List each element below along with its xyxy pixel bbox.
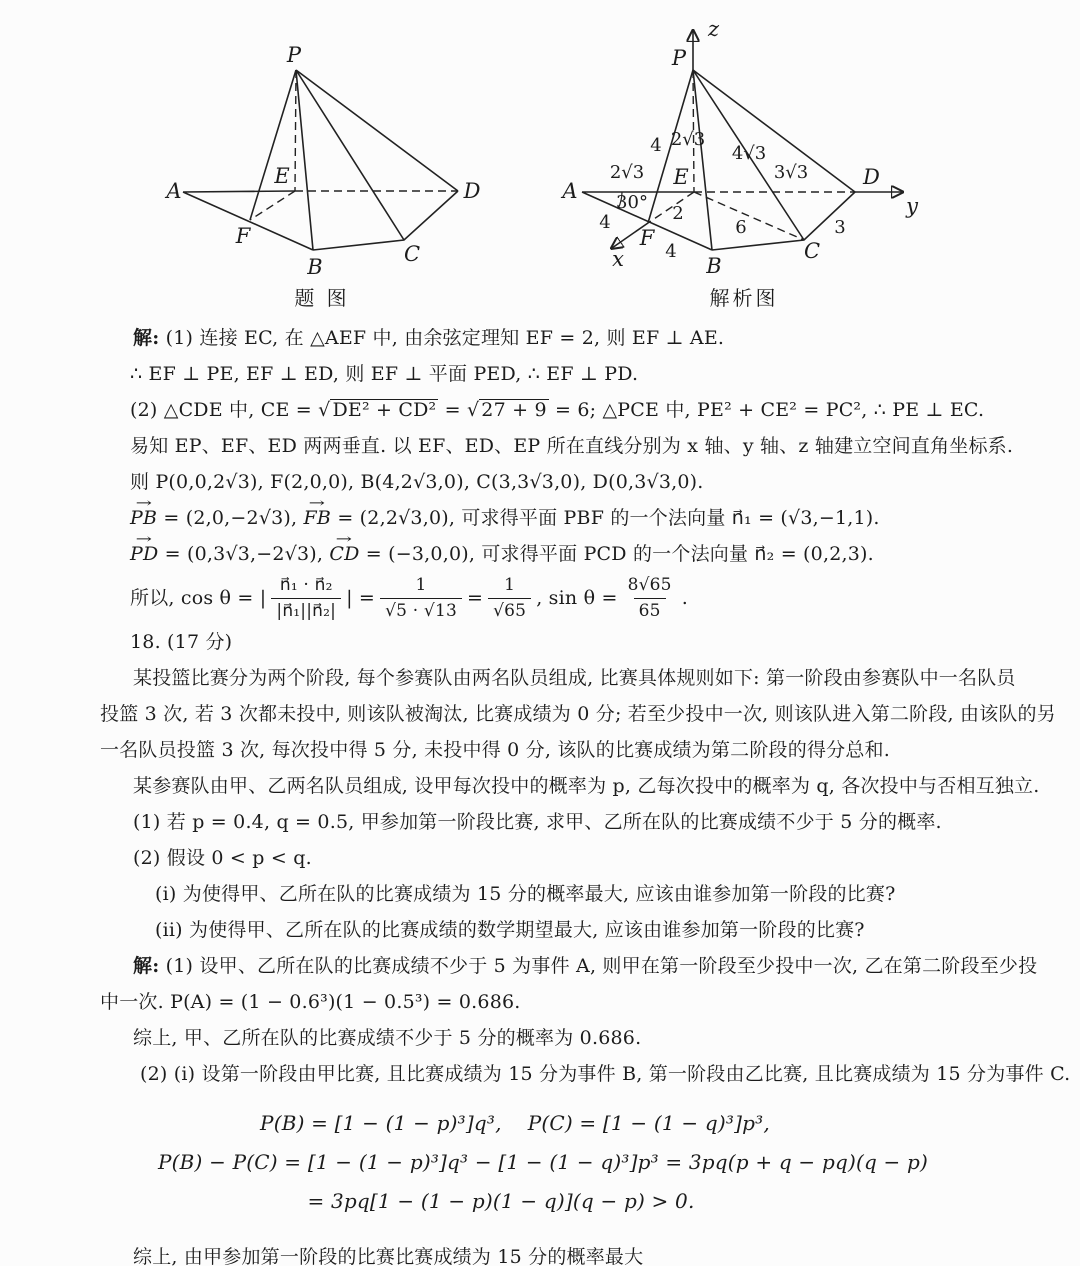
fig2-label-F: F — [639, 226, 655, 250]
fig2-angle-A: 30° — [616, 192, 648, 213]
solution17-line4: 易知 EP、EF、ED 两两垂直. 以 EF、ED、EP 所在直线分别为 x 轴、y 轴、z 轴建立空间直角坐标系. — [130, 435, 1014, 457]
fig2-caption: 解析图 — [709, 286, 779, 310]
equation-PB-PC — [72, 1104, 958, 1143]
line6-seg1: = (2,0,−2√3), — [157, 507, 304, 529]
problem18-para1-line2: 投篮 3 次, 若 3 次都未投中, 则该队被淘汰, 比赛成绩为 0 分; 若至少投中一次, 则该队进入第二阶段, 由该队的另 — [100, 703, 1056, 725]
fraction-numerator: n⃗₁ · n⃗₂ — [279, 575, 333, 596]
sqrt-expression — [467, 392, 549, 428]
solution17-line6 — [100, 500, 986, 536]
fraction-denominator: |n⃗₁||n⃗₂| — [271, 598, 341, 622]
vector-FB: FB → — [304, 500, 332, 536]
fig2-label-P: P — [671, 46, 687, 70]
line6-seg2: = (2,2√3,0), 可求得平面 PBF 的一个法向量 n⃗₁ = (√3,−1,1). — [331, 507, 880, 529]
fig1-label-E: E — [274, 164, 290, 188]
line3-seg3: = 6; △PCE 中, PE² + CE² = PC², ∴ PE ⊥ EC. — [548, 399, 985, 421]
line7-seg2: = (−3,0,0), 可求得平面 PCD 的一个法向量 n⃗₂ = (0,2,3). — [359, 543, 874, 565]
fig2-label-C: C — [803, 239, 821, 263]
solution17-line5: 则 P(0,0,2√3), F(2,0,0), B(4,2√3,0), C(3,3√3,0), D(0,3√3,0). — [130, 471, 704, 493]
figure-analytic — [560, 17, 919, 310]
fraction-numerator: 8√65 — [627, 575, 672, 596]
solution17-line7 — [100, 536, 986, 572]
fig2-measure-ED: 3√3 — [773, 162, 809, 183]
fig2-measure-EF: 2 — [672, 203, 684, 224]
line8-seg5: . — [681, 587, 688, 609]
fraction-value1 — [380, 574, 462, 621]
fig2-measure-FB: 4 — [665, 241, 677, 262]
radicand: DE² + CD² — [332, 399, 437, 421]
fraction-denominator: √65 — [488, 598, 531, 622]
fig2-measure-AF: 4 — [599, 212, 611, 233]
solution18-line1 — [100, 948, 1038, 984]
equation-PC: P(C) = [1 − (1 − q)³]p³, — [527, 1111, 770, 1135]
problem18-para1-line3: 一名队员投篮 3 次, 每次投中得 5 分, 未投中得 0 分, 该队的比赛成绩为第二阶段的得分总和. — [100, 739, 890, 761]
solution17-label: 解: — [133, 327, 160, 349]
solution18-label: 解: — [133, 955, 160, 977]
line7-seg1: = (0,3√3,−2√3), — [158, 543, 330, 565]
fig1-label-F: F — [235, 224, 251, 248]
vector-PB: PB → — [130, 500, 157, 536]
vector-PD: PD → — [130, 536, 158, 572]
problem18-question2ii: (ii) 为使得甲、乙所在队的比赛成绩的数学期望最大, 应该由谁参加第一阶段的比赛? — [155, 919, 865, 941]
solution17-line8 — [100, 572, 986, 624]
fig2-label-y: y — [906, 194, 918, 218]
solution17-line2: ∴ EF ⊥ PE, EF ⊥ ED, 则 EF ⊥ 平面 PED, ∴ EF ⊥ PD. — [130, 363, 639, 385]
fraction-cos-theta — [271, 574, 341, 621]
fig2-label-E: E — [673, 165, 689, 189]
fig2-label-A: A — [562, 179, 578, 203]
problem18-para1-line1: 某投篮比赛分为两个阶段, 每个参赛队由两名队员组成, 比赛具体规则如下: 第一阶段由参赛队中一名队员 — [133, 667, 1016, 689]
equation-block — [100, 1104, 986, 1221]
line3-seg1: (2) △CDE 中, CE = — [130, 399, 319, 421]
fig1-label-B: B — [307, 255, 323, 279]
fig1-label-A: A — [166, 179, 182, 203]
fraction-denominator: √5 · √13 — [380, 598, 462, 622]
line8-seg4: , sin θ = — [536, 587, 618, 609]
fig1-dashed-edges — [250, 70, 458, 220]
solution18-line2: 中一次. P(A) = (1 − 0.6³)(1 − 0.5³) = 0.686. — [100, 991, 521, 1013]
solution18-line1-text: (1) 设甲、乙所在队的比赛成绩不少于 5 为事件 A, 则甲在第一阶段至少投中一次, 乙在第二阶段至少投 — [159, 955, 1038, 977]
fraction-denominator: 65 — [634, 598, 666, 622]
solution18-conclusion-clipped: 综上, 由甲参加第一阶段的比赛比赛成绩为 15 分的概率最大 — [133, 1246, 644, 1266]
fig1-label-P: P — [286, 43, 302, 67]
fig2-label-z: z — [708, 17, 720, 41]
fig1-caption: 题 图 — [294, 286, 350, 310]
sqrt-expression — [318, 392, 438, 428]
fig2-measure-AE: 2√3 — [609, 162, 645, 183]
fraction-value2 — [488, 574, 531, 621]
fig2-label-x: x — [612, 247, 624, 271]
fraction-numerator: 1 — [415, 575, 427, 596]
fig1-solid-edges — [183, 70, 458, 250]
fig2-measure-PE: 2√3 — [670, 129, 706, 150]
fig2-solid-edges — [582, 70, 855, 250]
fig1-label-C: C — [403, 242, 421, 266]
solution18-summary1: 综上, 甲、乙所在队的比赛成绩不少于 5 分的概率为 0.686. — [133, 1027, 642, 1049]
problem18-question2: (2) 假设 0 < p < q. — [133, 847, 312, 869]
fraction-numerator: 1 — [504, 575, 516, 596]
fig2-label-D: D — [863, 165, 880, 189]
solution18-line3: (2) (i) 设第一阶段由甲比赛, 且比赛成绩为 15 分为事件 B, 第一阶段由乙比赛, 且比赛成绩为 15 分为事件 C. — [140, 1063, 1071, 1085]
line3-seg2: = — [438, 399, 467, 421]
fraction-sin-theta — [623, 574, 677, 621]
solution17-line1-text: (1) 连接 EC, 在 △AEF 中, 由余弦定理知 EF = 2, 则 EF ⊥ AE. — [159, 327, 725, 349]
line8-seg1: 所以, cos θ = | — [130, 587, 267, 609]
solution17-line3 — [100, 392, 986, 428]
line8-seg2: | = — [346, 587, 376, 609]
fig1-label-D: D — [463, 179, 481, 203]
figures-canvas — [0, 0, 1080, 320]
equation-result: = 3pq[1 − (1 − p)(1 − q)](q − p) > 0. — [307, 1189, 695, 1213]
line8-seg3: = — [467, 587, 484, 609]
equation-PB: P(B) = [1 − (1 − p)³]q³, — [260, 1111, 502, 1135]
fig2-measure-PF: 4 — [650, 135, 662, 156]
fig2-label-B: B — [706, 254, 722, 278]
figure-original — [164, 43, 480, 310]
problem18-heading: 18. (17 分) — [130, 631, 233, 653]
problem18-para2: 某参赛队由甲、乙两名队员组成, 设甲每次投中的概率为 p, 乙每次投中的概率为 q, 各次投中与否相互独立. — [133, 775, 1040, 797]
solution-content — [100, 318, 1071, 1266]
solution17-line1 — [100, 320, 986, 356]
fig2-measure-PC: 4√3 — [731, 143, 767, 164]
vector-CD: CD → — [329, 536, 359, 572]
problem18-question1: (1) 若 p = 0.4, q = 0.5, 甲参加第一阶段比赛, 求甲、乙所在队的比赛成绩不少于 5 分的概率. — [133, 811, 942, 833]
fig2-measure-EC: 6 — [735, 217, 747, 238]
equation-difference: P(B) − P(C) = [1 − (1 − p)³]q³ − [1 − (1 − q)³]p³ = 3pq(p + q − pq)(q − p) — [157, 1150, 929, 1174]
radicand: 27 + 9 — [481, 399, 547, 421]
fig2-measure-CD: 3 — [834, 217, 846, 238]
problem18-question2i: (i) 为使得甲、乙所在队的比赛成绩为 15 分的概率最大, 应该由谁参加第一阶段的比赛? — [155, 883, 896, 905]
